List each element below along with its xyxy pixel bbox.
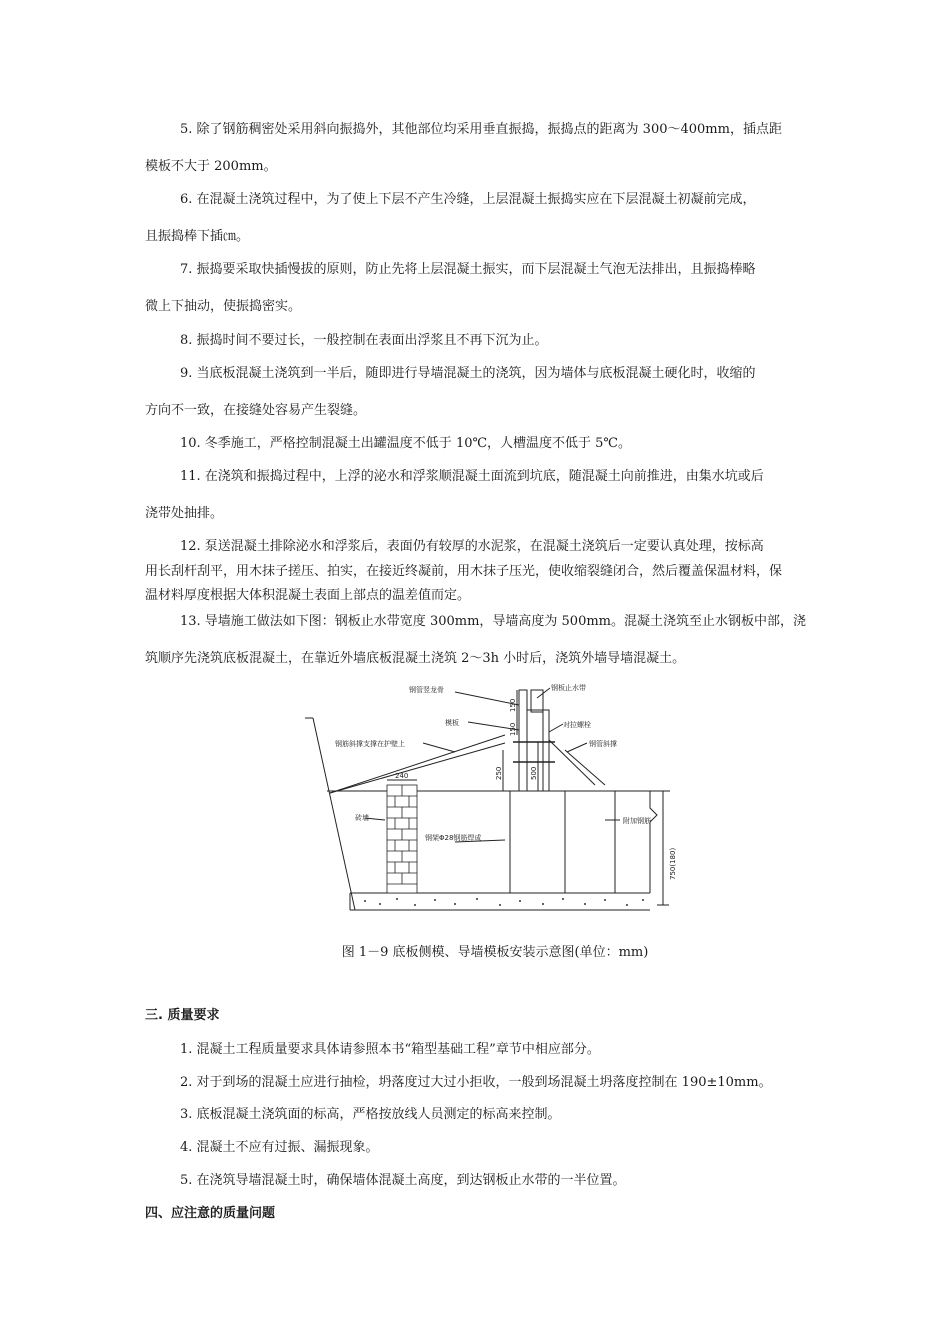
item-6-line-1: 6. 在混凝土浇筑过程中，为了使上下层不产生冷缝，上层混凝土振捣实应在下层混凝土初凝前完成， xyxy=(180,192,756,207)
quality-heading: 三. 质量要求 xyxy=(145,1008,220,1023)
item-11-line-1: 11. 在浇筑和振捣过程中，上浮的泌水和浮浆顺混凝土面流到坑底，随混凝土向前推进，由集水坑或后 xyxy=(180,469,764,484)
quality-item-3: 3. 底板混凝土浇筑面的标高，严格按放线人员测定的标高来控制。 xyxy=(180,1107,561,1122)
quality-item-2: 2. 对于到场的混凝土应进行抽检，坍落度过大过小拒收，一般到场混凝土坍落度控制在 190±10mm。 xyxy=(180,1075,772,1090)
item-9-line-2: 方向不一致，在接缝处容易产生裂缝。 xyxy=(145,403,367,418)
label-dim-250: 250 xyxy=(495,766,503,780)
label-brace: 钢管斜撑 xyxy=(589,740,617,748)
item-12-line-2: 用长刮杆刮平，用木抹子搓压、拍实，在接近终凝前，用木抹子压光，使收缩裂缝闭合，然后覆盖保温材料，保 xyxy=(145,564,783,579)
item-8: 8. 振捣时间不要过长，一般控制在表面出浮浆且不再下沉为止。 xyxy=(180,333,548,348)
item-12-line-1: 12. 泵送混凝土排除泌水和浮浆后，表面仍有较厚的水泥浆，在混凝土浇筑后一定要认真处理，按标高 xyxy=(180,539,764,554)
label-formwork: 模板 xyxy=(445,719,459,727)
label-bolt: 对拉螺栓 xyxy=(563,721,591,729)
formwork-diagram-svg xyxy=(305,680,680,920)
issues-heading: 四、应注意的质量问题 xyxy=(145,1206,276,1221)
formwork-diagram xyxy=(305,680,680,920)
item-13-line-1: 13. 导墙施工做法如下图：钢板止水带宽度 300mm，导墙高度为 500mm。混凝土浇筑至止水钢板中部，浇 xyxy=(180,614,807,629)
label-dim-150a: 150 xyxy=(509,698,517,712)
label-keel: 钢管竖龙骨 xyxy=(409,686,444,694)
item-7-line-1: 7. 振捣要采取快插慢拔的原则，防止先将上层混凝土振实，而下层混凝土气泡无法排出，且振捣棒略 xyxy=(180,262,756,277)
quality-item-4: 4. 混凝土不应有过振、漏振现象。 xyxy=(180,1140,379,1155)
item-10: 10. 冬季施工，严格控制混凝土出罐温度不低于 10℃，人槽温度不低于 5℃。 xyxy=(180,436,631,451)
label-dim-240: 240 xyxy=(395,772,409,780)
label-dim-150b: 150 xyxy=(509,722,517,736)
label-extra-rebar: 附加钢筋 xyxy=(623,817,651,825)
item-5-line-2: 模板不大于 200mm。 xyxy=(145,159,277,174)
label-waterstop: 钢板止水带 xyxy=(551,684,586,692)
quality-item-1: 1. 混凝土工程质量要求具体请参照本书“箱型基础工程”章节中相应部分。 xyxy=(180,1042,600,1057)
item-12-line-3: 温材料厚度根据大体积混凝土表面上部点的温差值而定。 xyxy=(145,588,471,603)
label-rebar-frame: 钢架Φ28钢筋焊成 xyxy=(425,834,482,842)
label-dim-500: 500 xyxy=(530,766,538,780)
item-13-line-2: 筑顺序先浇筑底板混凝土，在靠近外墙底板混凝土浇筑 2～3h 小时后，浇筑外墙导墙混凝土。 xyxy=(145,651,686,666)
item-11-line-2: 浇带处抽排。 xyxy=(145,506,224,521)
label-rebar-brace: 钢筋斜撑支撑在护壁上 xyxy=(335,740,405,748)
item-6-line-2: 且振捣棒下插㎝。 xyxy=(145,229,250,244)
item-5-line-1: 5. 除了钢筋稠密处采用斜向振捣外，其他部位均采用垂直振捣，振捣点的距离为 300～400mm，插点距 xyxy=(180,122,782,137)
label-dim-750: 750(180) xyxy=(669,847,677,880)
label-brick-wall: 砖墙 xyxy=(355,814,369,822)
item-7-line-2: 微上下抽动，使振捣密实。 xyxy=(145,299,302,314)
figure-caption: 图 1－9 底板侧模、导墙模板安装示意图(单位：mm) xyxy=(341,945,649,960)
item-9-line-1: 9. 当底板混凝土浇筑到一半后，随即进行导墙混凝土的浇筑，因为墙体与底板混凝土硬化时，收缩的 xyxy=(180,366,756,381)
concrete-hatch xyxy=(364,898,644,906)
quality-item-5: 5. 在浇筑导墙混凝土时，确保墙体混凝土高度，到达钢板止水带的一半位置。 xyxy=(180,1173,626,1188)
brick-wall xyxy=(387,785,417,893)
